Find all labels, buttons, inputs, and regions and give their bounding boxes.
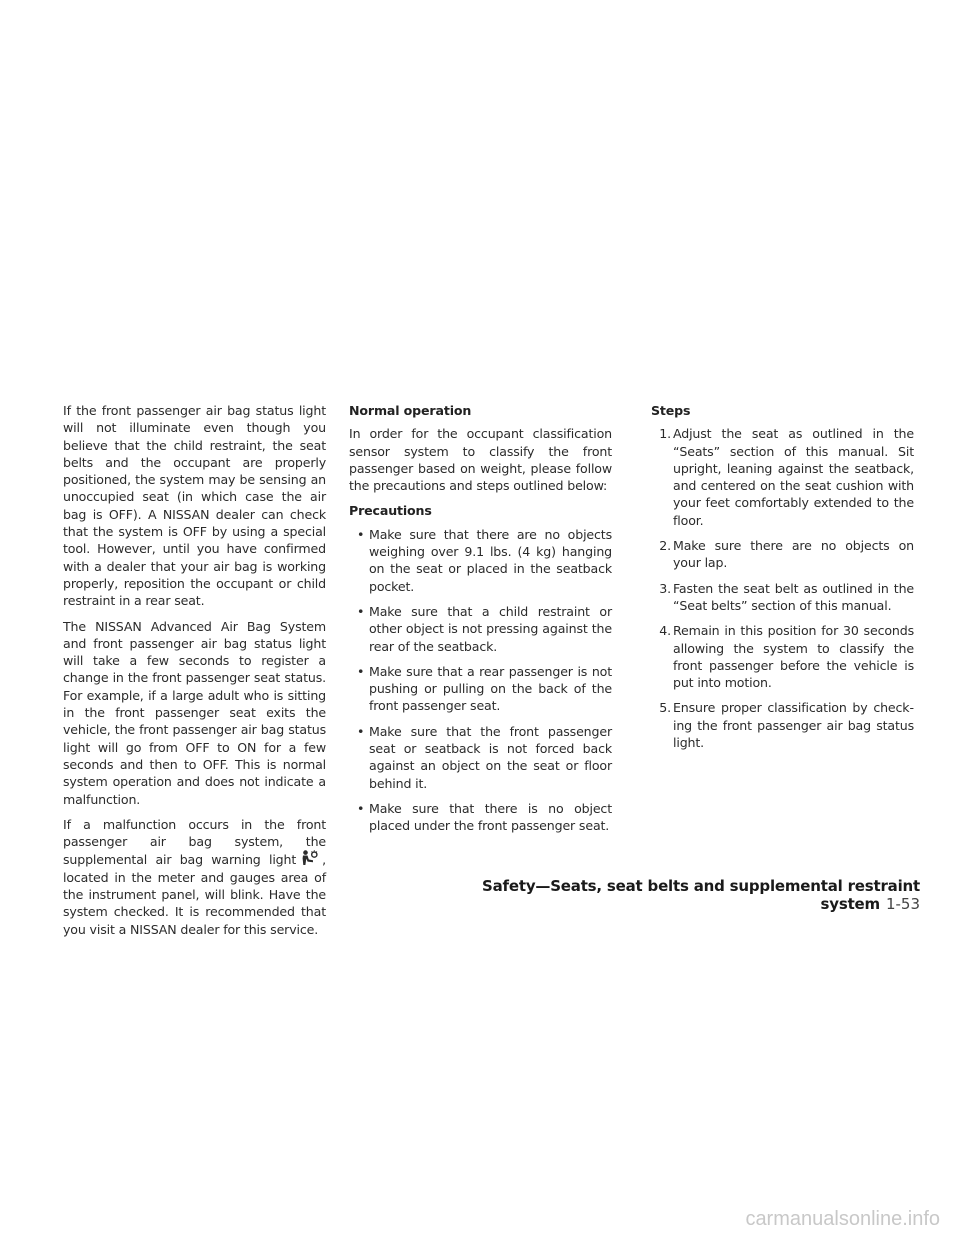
column-right: [651, 402, 914, 759]
step-number: 5.: [659, 700, 671, 716]
list-item: [349, 603, 612, 655]
precaution-text: Make sure that the front passenger seat or seatback is not forced back against an object on the seat or floor behind it.: [369, 723, 612, 791]
step-number: 2.: [659, 538, 671, 554]
paragraph-normal-intro: In order for the occupant classification sensor system to classify the front passenger based on weight, please follow the precautions and steps outlined below:: [349, 426, 612, 494]
paragraph-status-light: If the front passenger air bag status light will not illuminate even though you believe that the child restraint, the seat belts and the occupant are properly positioned, the system may be sensing an unoccupied seat (in which case the air bag is OFF). A NISSAN dealer can check that the system is OFF by using a special tool. However, until you have confirmed with a dealer that your air bag is working properly, reposition the occupant or child restraint in a rear seat.: [63, 403, 326, 609]
step-number: 4.: [659, 623, 671, 639]
step-number: 1.: [659, 426, 671, 442]
bullet-icon: •: [357, 603, 365, 619]
step-text: Remain in this position for 30 seconds allowing the system to classify the front passenger before the vehicle is put into motion.: [673, 623, 914, 691]
page-number: 1-53: [885, 895, 920, 913]
column-left: [63, 402, 326, 946]
bullet-icon: •: [357, 723, 365, 739]
malfunction-text-before-icon: If a malfunction occurs in the front passenger air bag system, the supplemental air bag warning light: [63, 816, 326, 868]
airbag-warning-light-icon: [300, 850, 318, 866]
step-text: Adjust the seat as outlined in the “Seats” section of this manual. Sit upright, leaning against the seatback, and centered on the seat cushion with your feet comfortably extended to the floor.: [673, 426, 914, 528]
list-item: [651, 425, 914, 529]
paragraph-register-change: The NISSAN Advanced Air Bag System and front passenger air bag status light will take a few seconds to register a change in the front passenger seat status. For example, if a large adult who is sitting in the front passenger seat exits the vehicle, the front passenger air bag status light will go from OFF to ON for a few seconds and then to OFF. This is normal system operation and does not indicate a malfunction.: [63, 618, 326, 807]
bullet-icon: •: [357, 526, 365, 542]
step-text: Fasten the seat belt as outlined in the “Seat belts” section of this manual.: [673, 580, 914, 613]
list-item: [651, 537, 914, 572]
step-number: 3.: [659, 580, 671, 596]
column-middle: [349, 402, 612, 843]
step-text: Ensure proper classification by checking the front passenger air bag status light.: [673, 700, 914, 751]
precaution-text: Make sure that a child restraint or other object is not pressing against the rear of the seatback.: [369, 603, 612, 654]
list-item: [651, 622, 914, 691]
bullet-icon: •: [357, 663, 365, 679]
footer-section-title: Safety—Seats, seat belts and supplemental restraint system: [482, 877, 920, 913]
paragraph-malfunction: [63, 816, 326, 938]
bullet-icon: •: [357, 800, 365, 816]
list-item: [349, 800, 612, 835]
precaution-text: Make sure that a rear passenger is not pushing or pulling on the back of the front passenger seat.: [369, 663, 612, 714]
list-item: [651, 699, 914, 751]
watermark: carmanualsonline.info: [745, 1208, 940, 1230]
heading-normal-operation: Normal operation: [349, 403, 472, 418]
precaution-text: Make sure that there is no object placed under the front passenger seat.: [369, 800, 612, 834]
step-text: Make sure there are no objects on your lap.: [673, 538, 914, 571]
precaution-text: Make sure that there are no objects weighing over 9.1 lbs. (4 kg) hanging on the seat or placed in the seatback pocket.: [369, 526, 612, 594]
heading-steps: Steps: [651, 403, 691, 418]
malfunction-text-after-icon: , located in the meter and gauges area of the instrument panel, will blink. Have the system checked. It is recommended that you visit a NISSAN dealer for this service.: [63, 852, 326, 937]
precautions-list: [349, 526, 612, 835]
steps-list: [651, 425, 914, 751]
heading-precautions: Precautions: [349, 503, 432, 519]
list-item: [651, 580, 914, 615]
list-item: [349, 723, 612, 792]
page-footer: [400, 877, 920, 913]
list-item: [349, 526, 612, 595]
list-item: [349, 663, 612, 715]
